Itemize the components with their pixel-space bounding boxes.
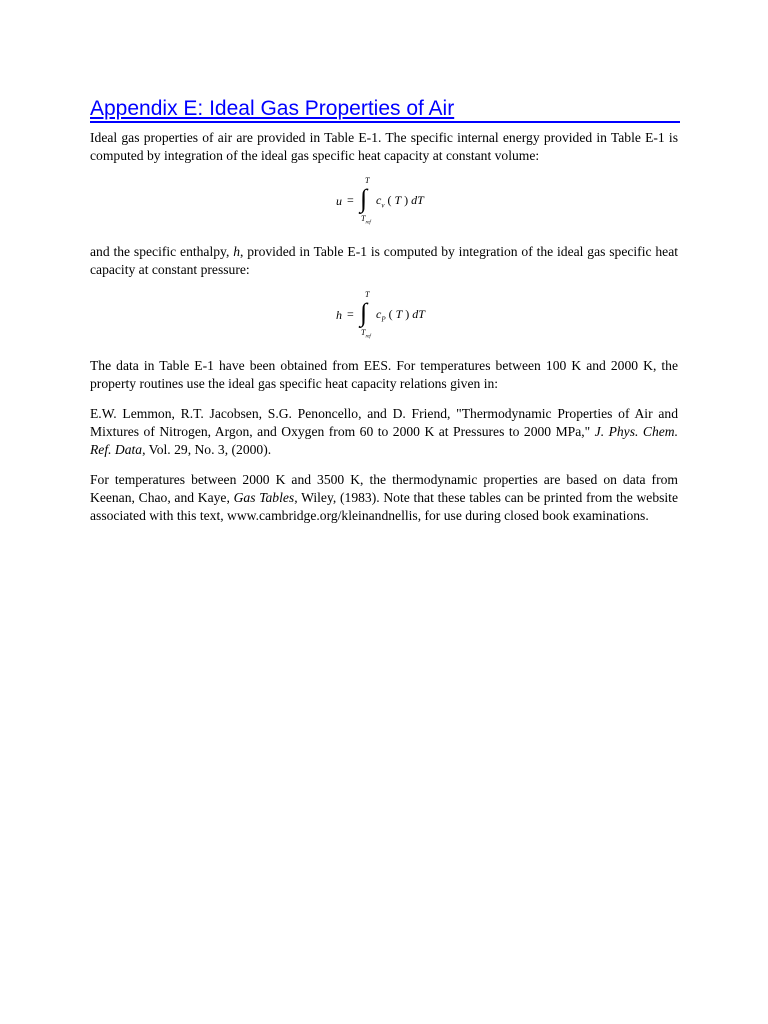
eq2-equals: = (347, 307, 354, 321)
integral-sign-icon: ∫ (360, 298, 368, 327)
eq2-lhs: h (336, 308, 342, 322)
reference-citation: E.W. Lemmon, R.T. Jacobsen, S.G. Penoncello, and D. Friend, "Thermodynamic Properties of Air and Mixtures of Nitrogen, Argon, and Oxygen from 60 to 2000 K at Pressures to 2000 MPa," J. Phys. Chem. Ref. Data, Vol. 29, No. 3, (2000). (90, 406, 678, 457)
eq2-lower-limit: $T_{ref}$ (361, 328, 371, 340)
eq2-integrand: $c_P$ ( T ) dT (376, 307, 425, 324)
internal-energy-equation (336, 176, 496, 228)
eq2-upper-limit: T (365, 290, 370, 299)
integral-sign-icon: ∫ (360, 184, 368, 213)
data-source-paragraph: The data in Table E-1 have been obtained from EES. For temperatures between 100 K and 2000 K, the property routines use the ideal gas specific heat capacity relations given in: (90, 358, 678, 391)
high-temperature-paragraph: For temperatures between 2000 K and 3500 K, the thermodynamic properties are based on data from Keenan, Chao, and Kaye, Gas Tables, Wiley, (1983). Note that these tables can be printed from the website associated with this text, www.cambridge.org/kleinandnellis, for use during closed book examinations. (90, 472, 678, 523)
enthalpy-paragraph: and the specific enthalpy, h, provided in Table E-1 is computed by integration of the ideal gas specific heat capacity at constant pressure: (90, 244, 679, 277)
eq1-lower-limit: $T_{ref}$ (361, 214, 371, 226)
eq1-integrand: $c_v$ ( T ) dT (376, 193, 424, 210)
appendix-heading-text: Appendix E: Ideal Gas Properties of Air (90, 97, 455, 120)
intro-paragraph: Ideal gas properties of air are provided in Table E-1. The specific internal energy provided in Table E-1 is computed by integration of the ideal gas specific heat capacity at constant volume: (90, 130, 678, 163)
eq1-lhs: u (336, 194, 342, 208)
enthalpy-equation (336, 290, 496, 342)
eq1-equals: = (347, 193, 354, 207)
eq1-upper-limit: T (365, 176, 370, 185)
appendix-heading (90, 97, 680, 123)
